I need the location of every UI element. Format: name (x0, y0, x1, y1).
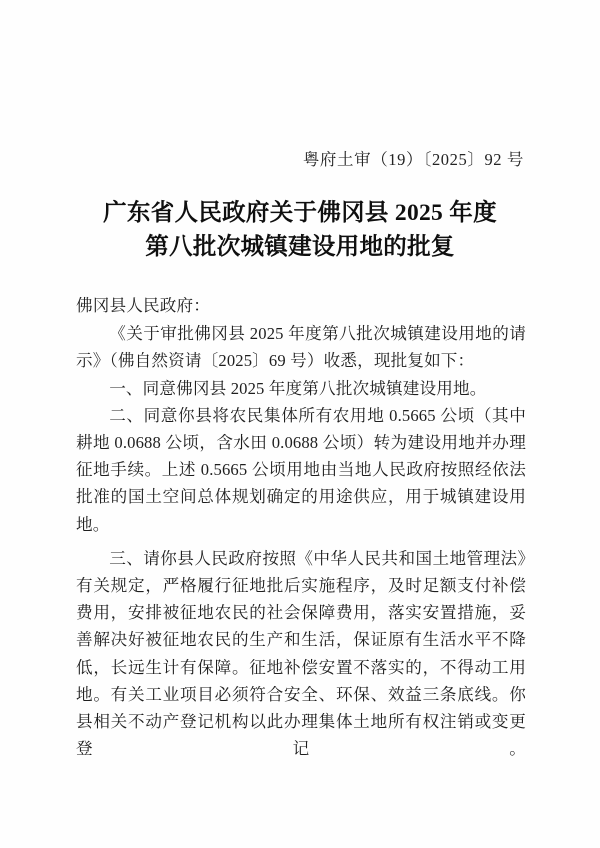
document-number: 粤府土审（19）〔2025〕92 号 (302, 150, 524, 169)
recipient-salutation: 佛冈县人民政府： (76, 296, 210, 315)
title-line-2: 第八批次城镇建设用地的批复 (145, 234, 455, 260)
article-one: 一、同意佛冈县 2025 年度第八批次城镇建设用地。 (109, 378, 487, 398)
document-title (76, 196, 524, 264)
article-two: 二、同意你县将农民集体所有农用地 0.5665 公顷（其中耕地 0.0688 公顷，含水田 0.0688 公顷）转为建设用地并办理征地手续。上述 0.5665 公顷用地由当地人民政府按照经依法批准的国土空间总体规划确定的用途供应，用于城镇建设用地。 (76, 405, 526, 534)
intro-paragraph: 《关于审批佛冈县 2025 年度第八批次城镇建设用地的请示》（佛自然资请〔2025〕69 号）收悉，现批复如下： (76, 324, 526, 371)
document-body (76, 292, 526, 790)
article-three: 三、请你县人民政府按照《中华人民共和国土地管理法》有关规定，严格履行征地批后实施程序，及时足额支付补偿费用，安排被征地农民的社会保障费用，落实安置措施，妥善解决好被征地农民的生产和生活，保证原有生活水平不降低，长远生计有保障。征地补偿安置不落实的，不得动工用地。有关工业项目必须符合安全、环保、效益三条底线。你县相关不动产登记机构以此办理集体土地所有权注销或变更登记。 (76, 548, 526, 759)
title-line-1: 广东省人民政府关于佛冈县 2025 年度 (103, 200, 497, 226)
